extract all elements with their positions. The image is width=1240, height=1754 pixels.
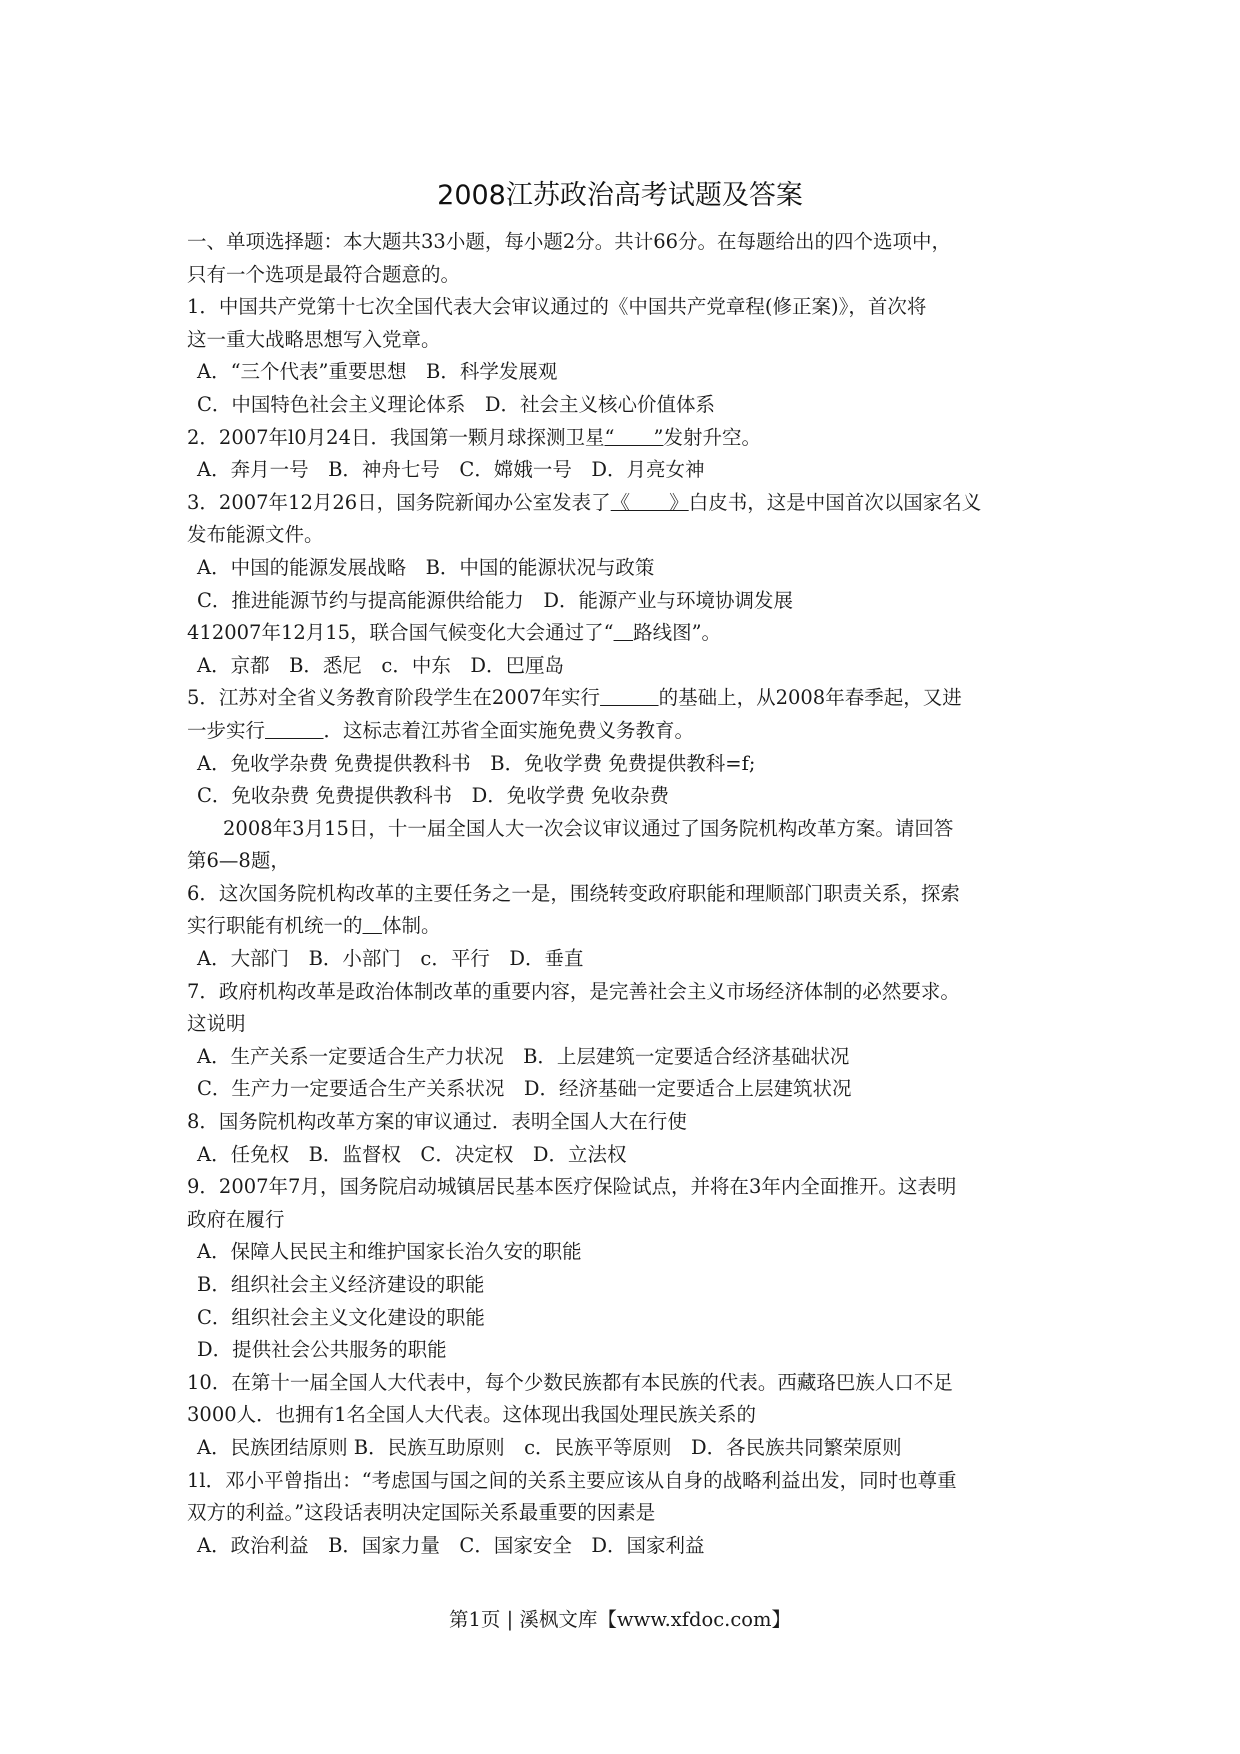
- q9-stem-line-1: 9．2007年7月，国务院启动城镇居民基本医疗保险试点，并将在3年内全面推开。这表明: [187, 1175, 957, 1199]
- q5-stem-line-1: [187, 682, 1067, 715]
- q1-options-2: C．中国特色社会主义理论体系 D．社会主义核心价值体系: [197, 392, 716, 416]
- q3-stem-post: 白皮书，这是中国首次以国家名义: [688, 490, 982, 514]
- q9-option-c: C．组织社会主义文化建设的职能: [197, 1305, 485, 1329]
- stem-6-8-line-2: 第6—8题，: [187, 849, 290, 873]
- q10-stem-line-1: 10．在第十一届全国人大代表中，每个少数民族都有本民族的代表。西藏珞巴族人口不足: [187, 1370, 953, 1394]
- q5-options-2: C．免收杂费 免费提供教科书 D．免收学费 免收杂费: [197, 784, 669, 808]
- q8-stem: 8．国务院机构改革方案的审议通过．表明全国人大在行使: [187, 1110, 687, 1134]
- q11-options: A．政治利益 B．国家力量 C．国家安全 D．国家利益: [197, 1533, 705, 1557]
- q6-stem-line-2: [187, 910, 1067, 943]
- q3-options-1: A．中国的能源发展战略 B．中国的能源状况与政策: [197, 555, 655, 579]
- q2-blank: “ ”: [604, 425, 664, 449]
- q4-stem: [187, 617, 1067, 650]
- q5-line2-pre: 一步实行: [187, 718, 266, 742]
- q9-option-d: D．提供社会公共服务的职能: [197, 1338, 447, 1362]
- q7-options-1: A．生产关系一定要适合生产力状况 B．上层建筑一定要适合经济基础状况: [197, 1044, 850, 1068]
- q5-blank-1: [600, 686, 659, 709]
- q1-stem-line-2: 这一重大战略思想写入党章。: [187, 327, 441, 351]
- q3-stem-pre: 3．2007年12月26日，国务院新闻办公室发表了: [187, 490, 611, 514]
- q11-stem-line-1: 1l．邓小平曾指出：“考虑国与国之间的关系主要应该从自身的战略利益出发，同时也尊重: [187, 1468, 957, 1492]
- q5-line2-post: ．这标志着江苏省全面实施免费义务教育。: [323, 718, 695, 742]
- q4-stem-pre: 412007年12月15，联合国气候变化大会通过了“: [187, 621, 614, 645]
- q2-options: A．奔月一号 B．神舟七号 C．嫦娥一号 D．月亮女神: [197, 458, 705, 482]
- q9-stem-line-2: 政府在履行: [187, 1207, 285, 1231]
- q7-options-2: C．生产力一定要适合生产关系状况 D．经济基础一定要适合上层建筑状况: [197, 1077, 852, 1101]
- q5-options-1: A．免收学杂费 免费提供教科书 B．免收学费 免费提供教科=f;: [197, 751, 756, 775]
- q2-stem-post: 发射升空。: [663, 425, 761, 449]
- stem-6-8-line-1: 2008年3月15日，十一届全国人大一次会议审议通过了国务院机构改革方案。请回答: [223, 816, 954, 840]
- section-intro-line-1: 一、单项选择题：本大题共33小题，每小题2分。共计66分。在每题给出的四个选项中，: [187, 230, 952, 253]
- q4-stem-post: 路线图”。: [633, 621, 722, 645]
- q5-stem-pre: 5．江苏对全省义务教育阶段学生在2007年实行: [187, 686, 601, 710]
- q5-stem-mid: 的基础上，从2008年春季起，又进: [658, 686, 962, 710]
- q10-stem-line-2: 3000人．也拥有1名全国人大代表。这体现出我国处理民族关系的: [187, 1403, 757, 1427]
- q10-options: A．民族团结原则 B．民族互助原则 c．民族平等原则 D．各民族共同繁荣原则: [197, 1435, 902, 1459]
- q7-stem-line-2: 这说明: [187, 1012, 246, 1036]
- q7-stem-line-1: 7．政府机构改革是政治体制改革的重要内容，是完善社会主义市场经济体制的必然要求。: [187, 979, 960, 1003]
- q3-options-2: C．推进能源节约与提高能源供给能力 D．能源产业与环境协调发展: [197, 588, 794, 612]
- q9-option-b: B．组织社会主义经济建设的职能: [197, 1273, 485, 1296]
- section-intro-line-2: 只有一个选项是最符合题意的。: [187, 262, 461, 286]
- q3-stem-line-1: [187, 487, 1067, 520]
- page-footer: 第1页 | 溪枫文库【www.xfdoc.com】: [448, 1608, 792, 1631]
- q2-stem: [187, 422, 1067, 455]
- q9-option-a: A．保障人民民主和维护国家长治久安的职能: [197, 1240, 582, 1264]
- q4-options: A．京都 B．悉尼 c．中东 D．巴厘岛: [197, 653, 564, 677]
- q1-options-1: A．“三个代表”重要思想 B．科学发展观: [197, 360, 558, 384]
- q3-stem-line-2: 发布能源文件。: [187, 523, 324, 547]
- q5-stem-line-2: [187, 715, 1067, 748]
- q8-options: A．任免权 B．监督权 C．决定权 D．立法权: [197, 1142, 627, 1166]
- q4-blank: [614, 621, 634, 644]
- q1-stem-line-1: 1．中国共产党第十七次全国代表大会审议通过的《中国共产党章程(修正案)》，首次将: [187, 295, 927, 319]
- q5-blank-2: [265, 719, 324, 742]
- q6-stem-line-1: 6．这次国务院机构改革的主要任务之一是，围绕转变政府职能和理顺部门职责关系，探索: [187, 881, 960, 905]
- q2-stem-pre: 2．2007年l0月24日．我国第一颗月球探测卫星: [187, 425, 605, 449]
- q3-blank: 《 》: [610, 490, 689, 514]
- question-body: [187, 226, 1067, 1562]
- q6-line2-post: 体制。: [382, 914, 441, 938]
- q6-blank: [363, 914, 383, 937]
- q11-stem-line-2: 双方的利益。”这段话表明决定国际关系最重要的因素是: [187, 1501, 656, 1525]
- q6-line2-pre: 实行职能有机统一的: [187, 914, 363, 938]
- q6-options: A．大部门 B．小部门 c．平行 D．垂直: [197, 947, 584, 971]
- document-title: 2008江苏政治高考试题及答案: [437, 180, 803, 211]
